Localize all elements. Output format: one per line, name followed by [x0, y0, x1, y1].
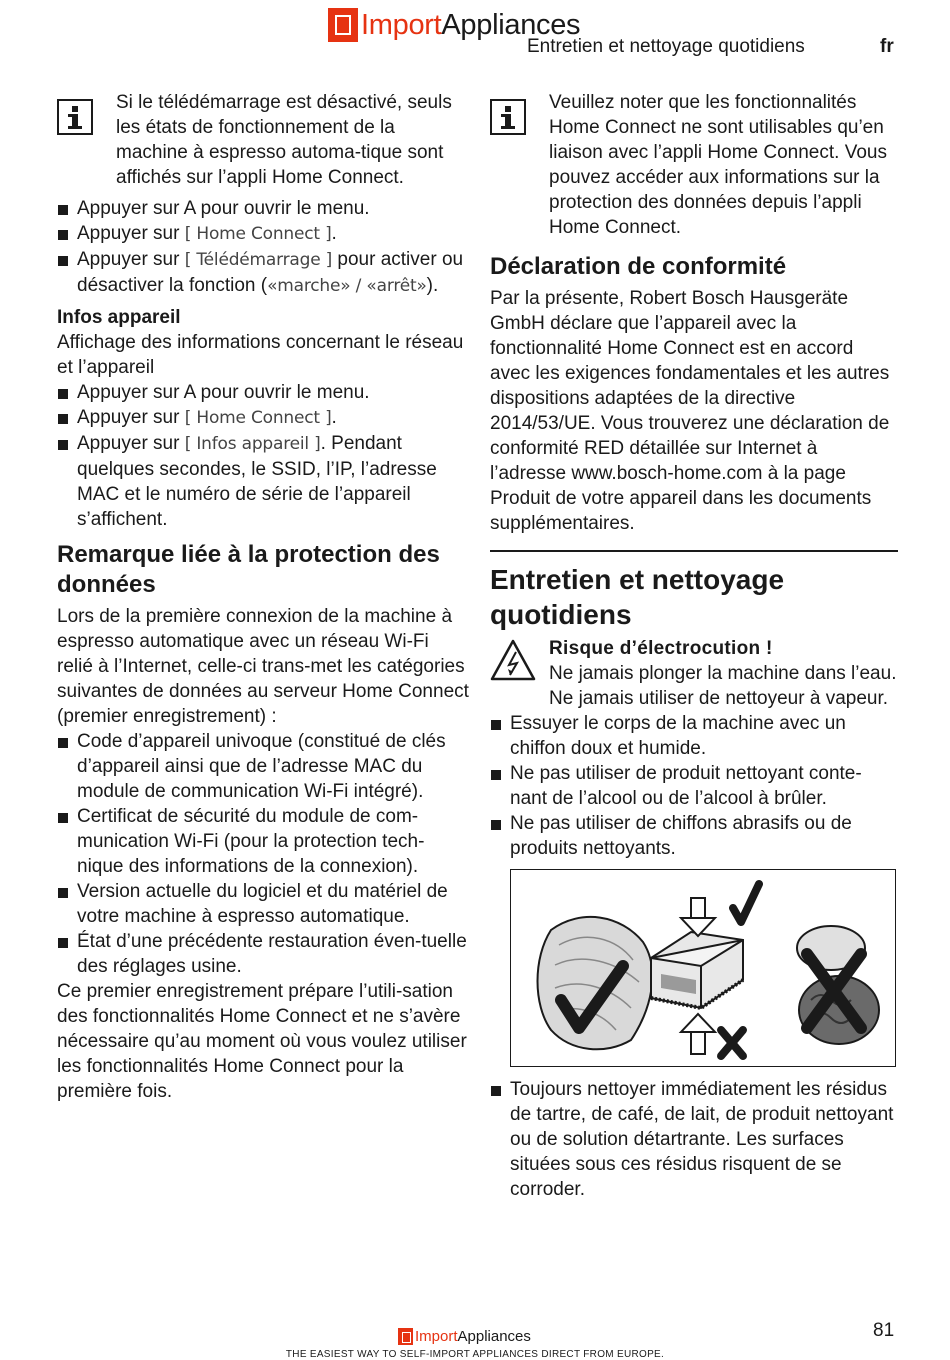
info-note: [490, 90, 898, 240]
list-item: Appuyer sur [ Télédémarrage ] pour activer ou désactiver la fonction («marche» / «arrêt»).: [57, 247, 469, 299]
logo-appliances-text: Appliances: [441, 9, 581, 41]
section-divider: [490, 550, 898, 552]
warning-title: Risque d’électrocution !: [549, 638, 773, 659]
list-item: Essuyer le corps de la machine avec un chiffon doux et humide.: [490, 711, 898, 761]
section-heading: Entretien et nettoyage quotidiens: [490, 564, 785, 630]
subsection-title: Infos appareil: [57, 307, 181, 328]
warning-text: Ne jamais plonger la machine dans l’eau. Ne jamais utiliser de nettoyeur à vapeur.: [549, 663, 897, 709]
warning-electric-icon: [490, 638, 536, 682]
arrow-down-icon: [681, 898, 715, 936]
info-note-text: Si le télédémarrage est désactivé, seuls les états de fonctionnement de la machine à espresso automa-tique sont affichés sur l’appli Home Connect.: [116, 92, 452, 188]
list-item: Appuyer sur [ Infos appareil ]. Pendant quelques secondes, le SSID, l’IP, l’adresse MAC et le numéro de série de l’appareil s’affichent.: [57, 431, 469, 532]
list-item: Ne pas utiliser de chiffons abrasifs ou de produits nettoyants.: [490, 811, 898, 861]
steps-list: [57, 196, 469, 299]
menu-label: [ Télédémarrage ]: [184, 250, 333, 270]
steps-list: [57, 380, 469, 532]
logo-mark-icon: [398, 1328, 413, 1345]
soft-cloth-image: [538, 917, 653, 1049]
list-item: Appuyer sur A pour ouvrir le menu.: [57, 196, 469, 221]
list-item: Appuyer sur [ Home Connect ].: [57, 405, 469, 431]
logo-import-text: Import: [415, 1328, 458, 1345]
list-item: Ne pas utiliser de produit nettoyant conte-nant de l’alcool ou de l’alcool à brûler.: [490, 761, 898, 811]
menu-label: [ Home Connect ]: [184, 408, 332, 428]
logo-appliances-text: Appliances: [457, 1328, 531, 1345]
paragraph: Ce premier enregistrement prépare l’utili-sation des fonctionnalités Home Connect et ne s’avère nécessaire qu’au moment où vous voulez utiliser les fonctionnalités Home Connect pour la première fois.: [57, 981, 467, 1102]
list-item: Certificat de sécurité du module de com-munication Wi-Fi (pour la protection tech-nique des informations de la connexion).: [57, 804, 469, 879]
cross-icon: [721, 1030, 743, 1056]
language-code: fr: [880, 36, 894, 57]
cleaning-illustration: [510, 869, 896, 1067]
paragraph: Lors de la première connexion de la machine à espresso automatique avec un réseau Wi-Fi relié à l’Internet, celle-ci trans-met les catégories suivantes de données au serveur Home Connect (premier enregistrement) :: [57, 606, 469, 727]
subsection-text: Affichage des informations concernant le réseau et l’appareil: [57, 332, 464, 378]
info-note: [57, 90, 469, 190]
info-icon: [57, 99, 93, 135]
logo-import-text: Import: [361, 9, 442, 41]
section-heading: Remarque liée à la protection des données: [57, 541, 440, 598]
check-icon: [733, 884, 759, 922]
cloth-sponge-illustration: [511, 870, 896, 1067]
menu-label: [ Infos appareil ]: [184, 434, 321, 454]
list-item: Toujours nettoyer immédiatement les résidus de tartre, de café, de lait, de produit nettoyant ou de solution détartrante. Les surfaces situées sous ces résidus risquent de se corroder.: [490, 1077, 898, 1202]
list-item: État d’une précédente restauration éven-tuelle des réglages usine.: [57, 929, 469, 979]
section-heading: Déclaration de conformité: [490, 253, 787, 280]
arrow-up-icon: [681, 1014, 715, 1054]
cleaning-steps-list: [490, 711, 898, 861]
paragraph: Par la présente, Robert Bosch Hausgeräte GmbH déclare que l’appareil avec la fonctionnalité Home Connect est en accord avec les exigences fondamentales et les autres dispositions adaptées de la directive 2014/53/UE. Vous trouverez une déclaration de conformité RED détaillée sur Internet à l’adresse www.bosch-home.com à la page Produit de votre appareil dans les documents supplémentaires.: [490, 288, 890, 534]
logo-mark-icon: [328, 8, 358, 42]
list-item: Appuyer sur A pour ouvrir le menu.: [57, 380, 469, 405]
list-item: Code d’appareil univoque (constitué de clés d’appareil ainsi que de l’adresse MAC du module de communication Wi-Fi intégré).: [57, 729, 469, 804]
menu-label: «marche» / «arrêt»: [267, 276, 427, 296]
menu-label: [ Home Connect ]: [184, 224, 332, 244]
sponge-image: [651, 932, 743, 1008]
left-column: [57, 90, 469, 1104]
list-item: Appuyer sur [ Home Connect ].: [57, 221, 469, 247]
cleaning-steps-list: [490, 1077, 898, 1202]
page-number: 81: [873, 1320, 895, 1341]
footer-logo: [398, 1328, 531, 1345]
warning-block: [490, 636, 898, 711]
running-header-title: Entretien et nettoyage quotidiens: [527, 36, 805, 57]
info-note-text: Veuillez noter que les fonctionnalités Home Connect ne sont utilisables qu’en liaison avec l’appli Home Connect. Vous pouvez accéder aux informations sur la protection des données depuis l’appli Home Connect.: [549, 92, 887, 238]
data-category-list: [57, 729, 469, 979]
right-column: [490, 90, 898, 1202]
footer-tagline: THE EASIEST WAY TO SELF-IMPORT APPLIANCES DIRECT FROM EUROPE.: [285, 1349, 665, 1360]
list-item: Version actuelle du logiciel et du matériel de votre machine à espresso automatique.: [57, 879, 469, 929]
info-icon: [490, 99, 526, 135]
